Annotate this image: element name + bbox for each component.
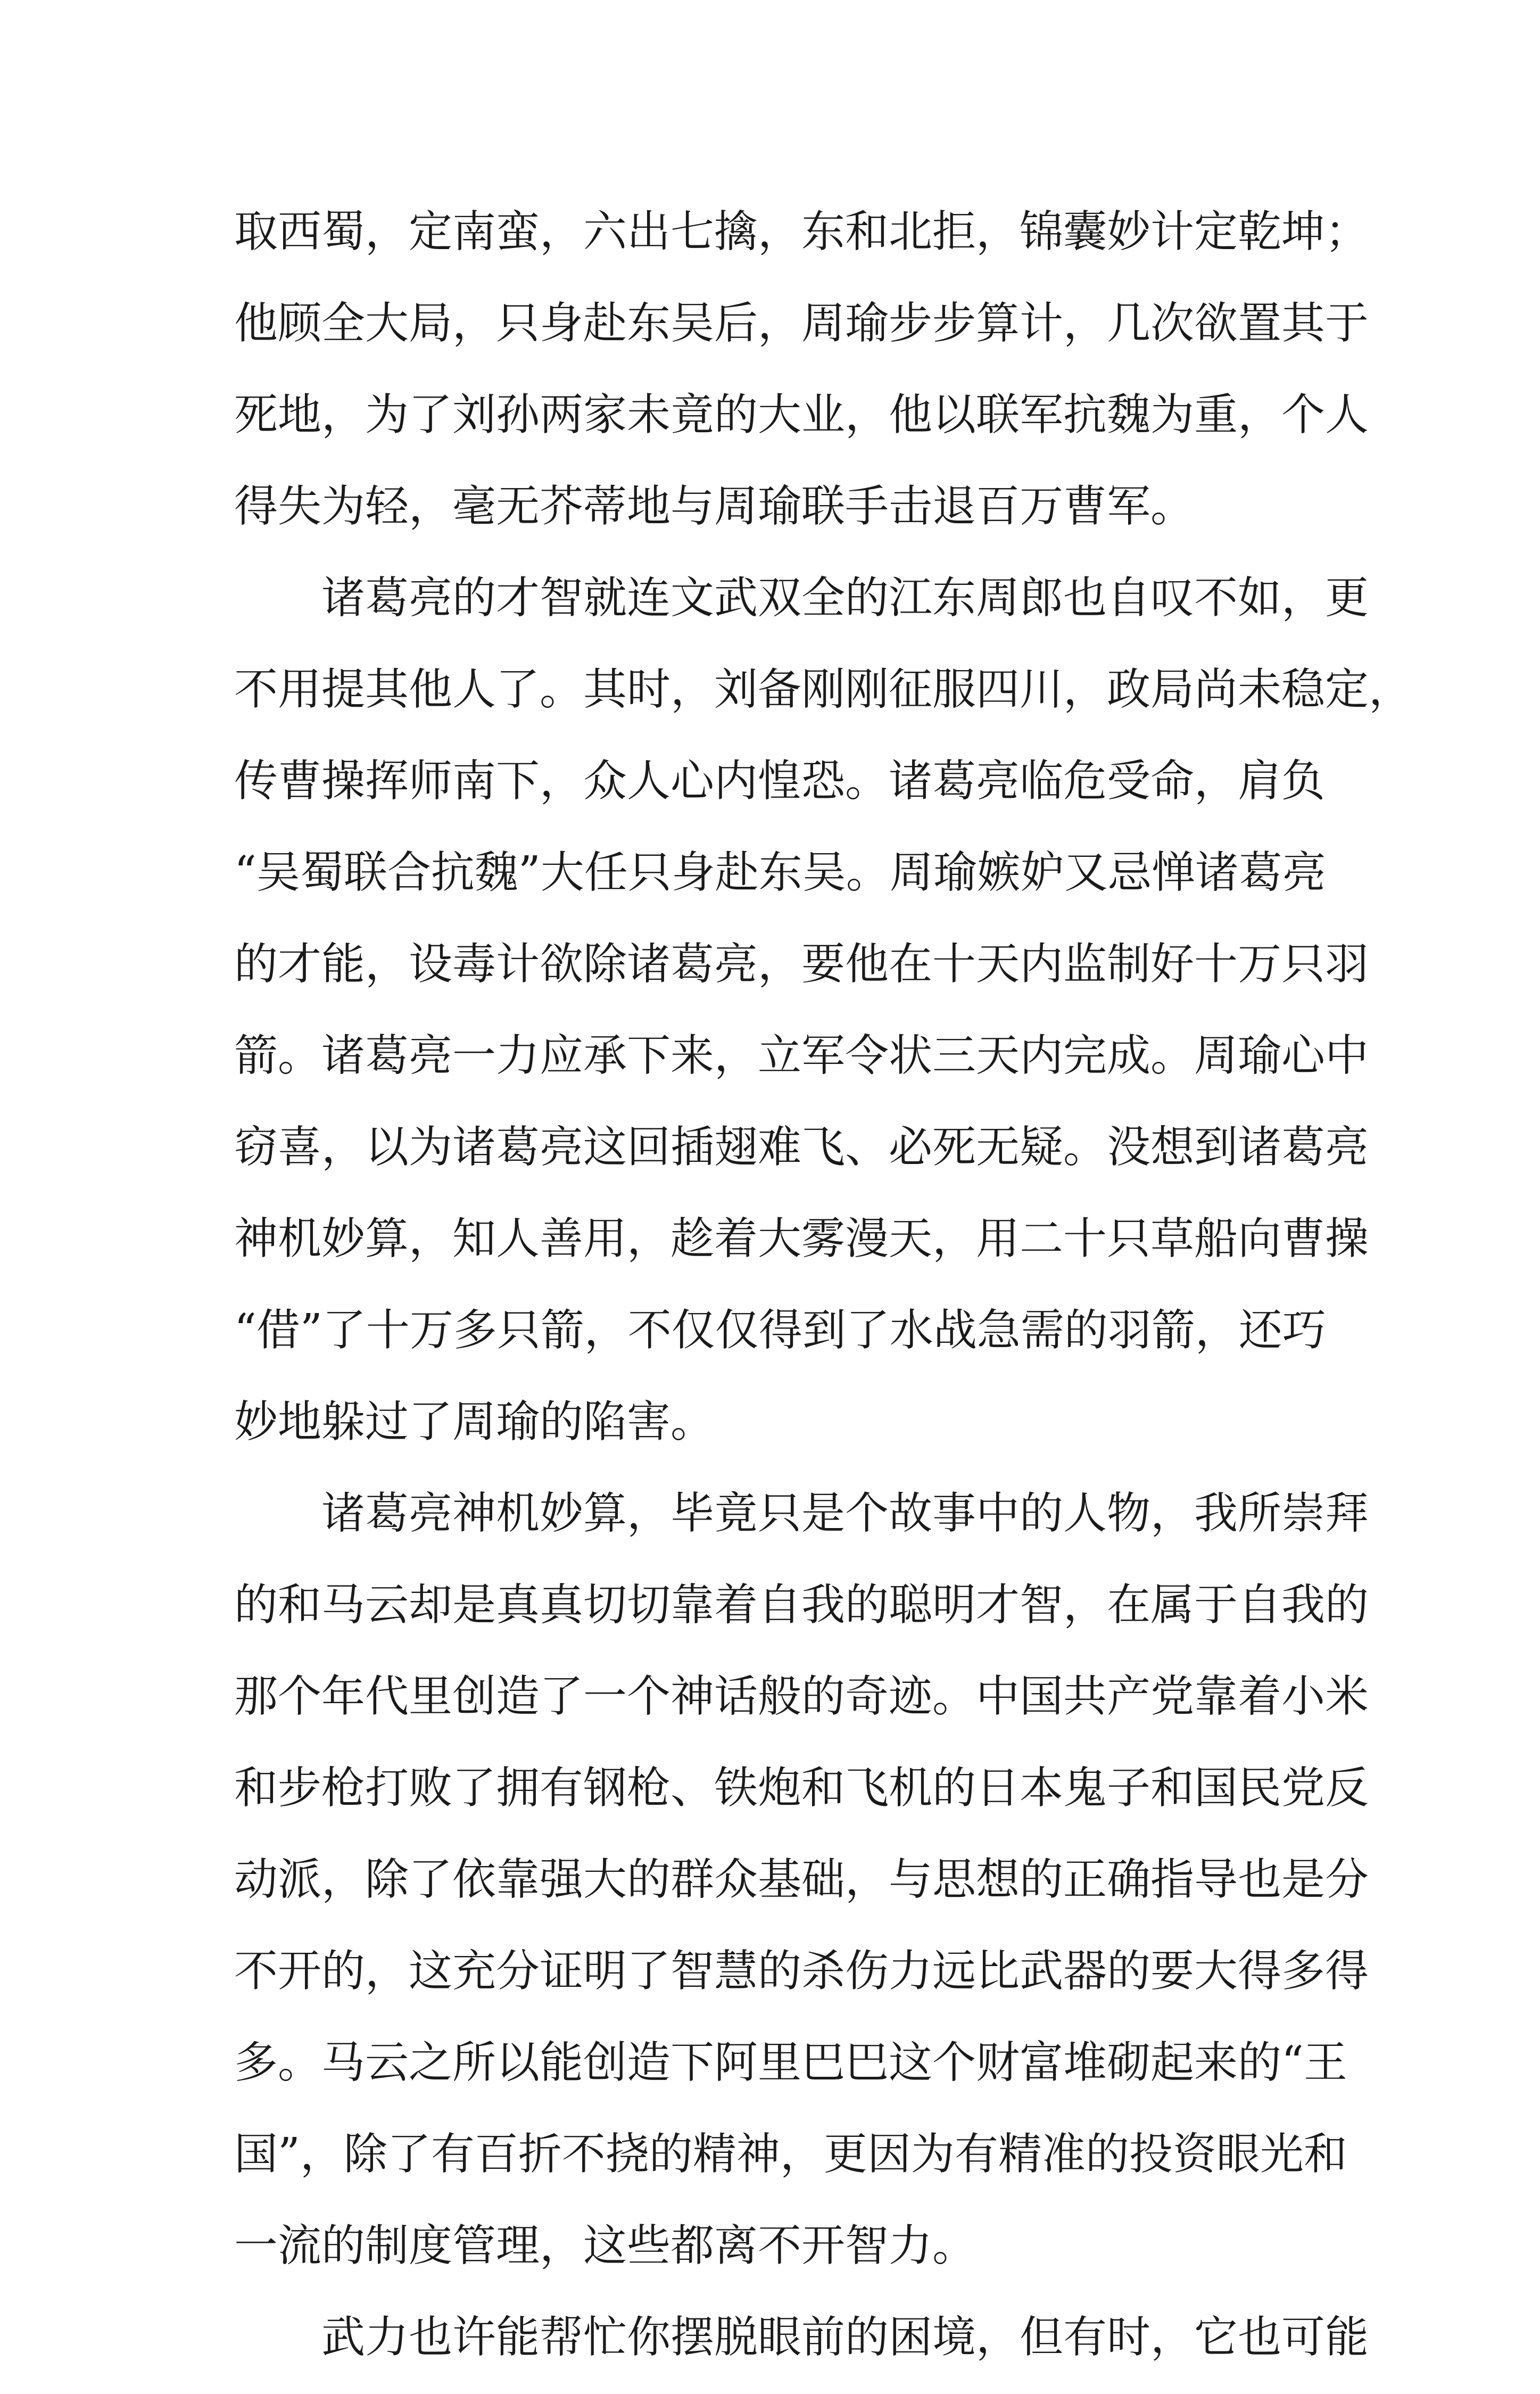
text-line: 的和马云却是真真切切靠着自我的聪明才智，在属于自我的	[234, 1580, 1369, 1630]
text-line: 他顾全大局，只身赴东吴后，周瑜步步算计，几次欲置其于	[234, 298, 1369, 349]
text-line: 窃喜，以为诸葛亮这回插翅难飞、必死无疑。没想到诸葛亮	[234, 1122, 1369, 1173]
text-line: 的才能，设毒计欲除诸葛亮，要他在十天内监制好十万只羽	[234, 939, 1369, 989]
text-line: 神机妙算，知人善用，趁着大雾漫天，用二十只草船向曹操	[234, 1213, 1369, 1264]
text-line: 不开的，这充分证明了智慧的杀伤力远比武器的要大得多得	[234, 1946, 1369, 1996]
text-line: 武力也许能帮忙你摆脱眼前的困境，但有时，它也可能	[321, 2312, 1369, 2363]
text-line: 国”，除了有百折不挠的精神，更因为有精准的投资眼光和	[234, 2129, 1347, 2180]
text-line: 妙地躲过了周瑜的陷害。	[234, 1397, 715, 1447]
text-line: 动派，除了依靠强大的群众基础，与思想的正确指导也是分	[234, 1854, 1369, 1905]
text-line: 多。马云之所以能创造下阿里巴巴这个财富堆砌起来的“王	[234, 2037, 1347, 2088]
text-line: 得失为轻，毫无芥蒂地与周瑜联手击退百万曹军。	[234, 481, 1195, 532]
text-line: 取西蜀，定南蛮，六出七擒，东和北拒，锦囊妙计定乾坤；	[234, 207, 1369, 257]
text-line: 箭。诸葛亮一力应承下来，立军令状三天内完成。周瑜心中	[234, 1030, 1369, 1081]
document-body	[234, 197, 1413, 2394]
text-line: 和步枪打败了拥有钢枪、铁炮和飞机的日本鬼子和国民党反	[234, 1763, 1369, 1813]
text-line: 诸葛亮的才智就连文武双全的江东周郎也自叹不如，更	[321, 573, 1369, 623]
text-line: “吴蜀联合抗魏”大任只身赴东吴。周瑜嫉妒又忌惮诸葛亮	[234, 847, 1326, 898]
text-line: “借”了十万多只箭，不仅仅得到了水战急需的羽箭，还巧	[234, 1305, 1326, 1356]
text-line: 一流的制度管理，这些都离不开智力。	[234, 2220, 976, 2271]
text-line: 传曹操挥师南下，众人心内惶恐。诸葛亮临危受命，肩负	[234, 756, 1326, 806]
text-line: 不用提其他人了。其时，刘备刚刚征服四川，政局尚未稳定，	[234, 664, 1413, 715]
text-line: 那个年代里创造了一个神话般的奇迹。中国共产党靠着小米	[234, 1671, 1369, 1722]
text-line: 死地，为了刘孙两家未竟的大业，他以联军抗魏为重，个人	[234, 390, 1369, 440]
text-line: 诸葛亮神机妙算，毕竟只是个故事中的人物，我所崇拜	[321, 1488, 1369, 1539]
